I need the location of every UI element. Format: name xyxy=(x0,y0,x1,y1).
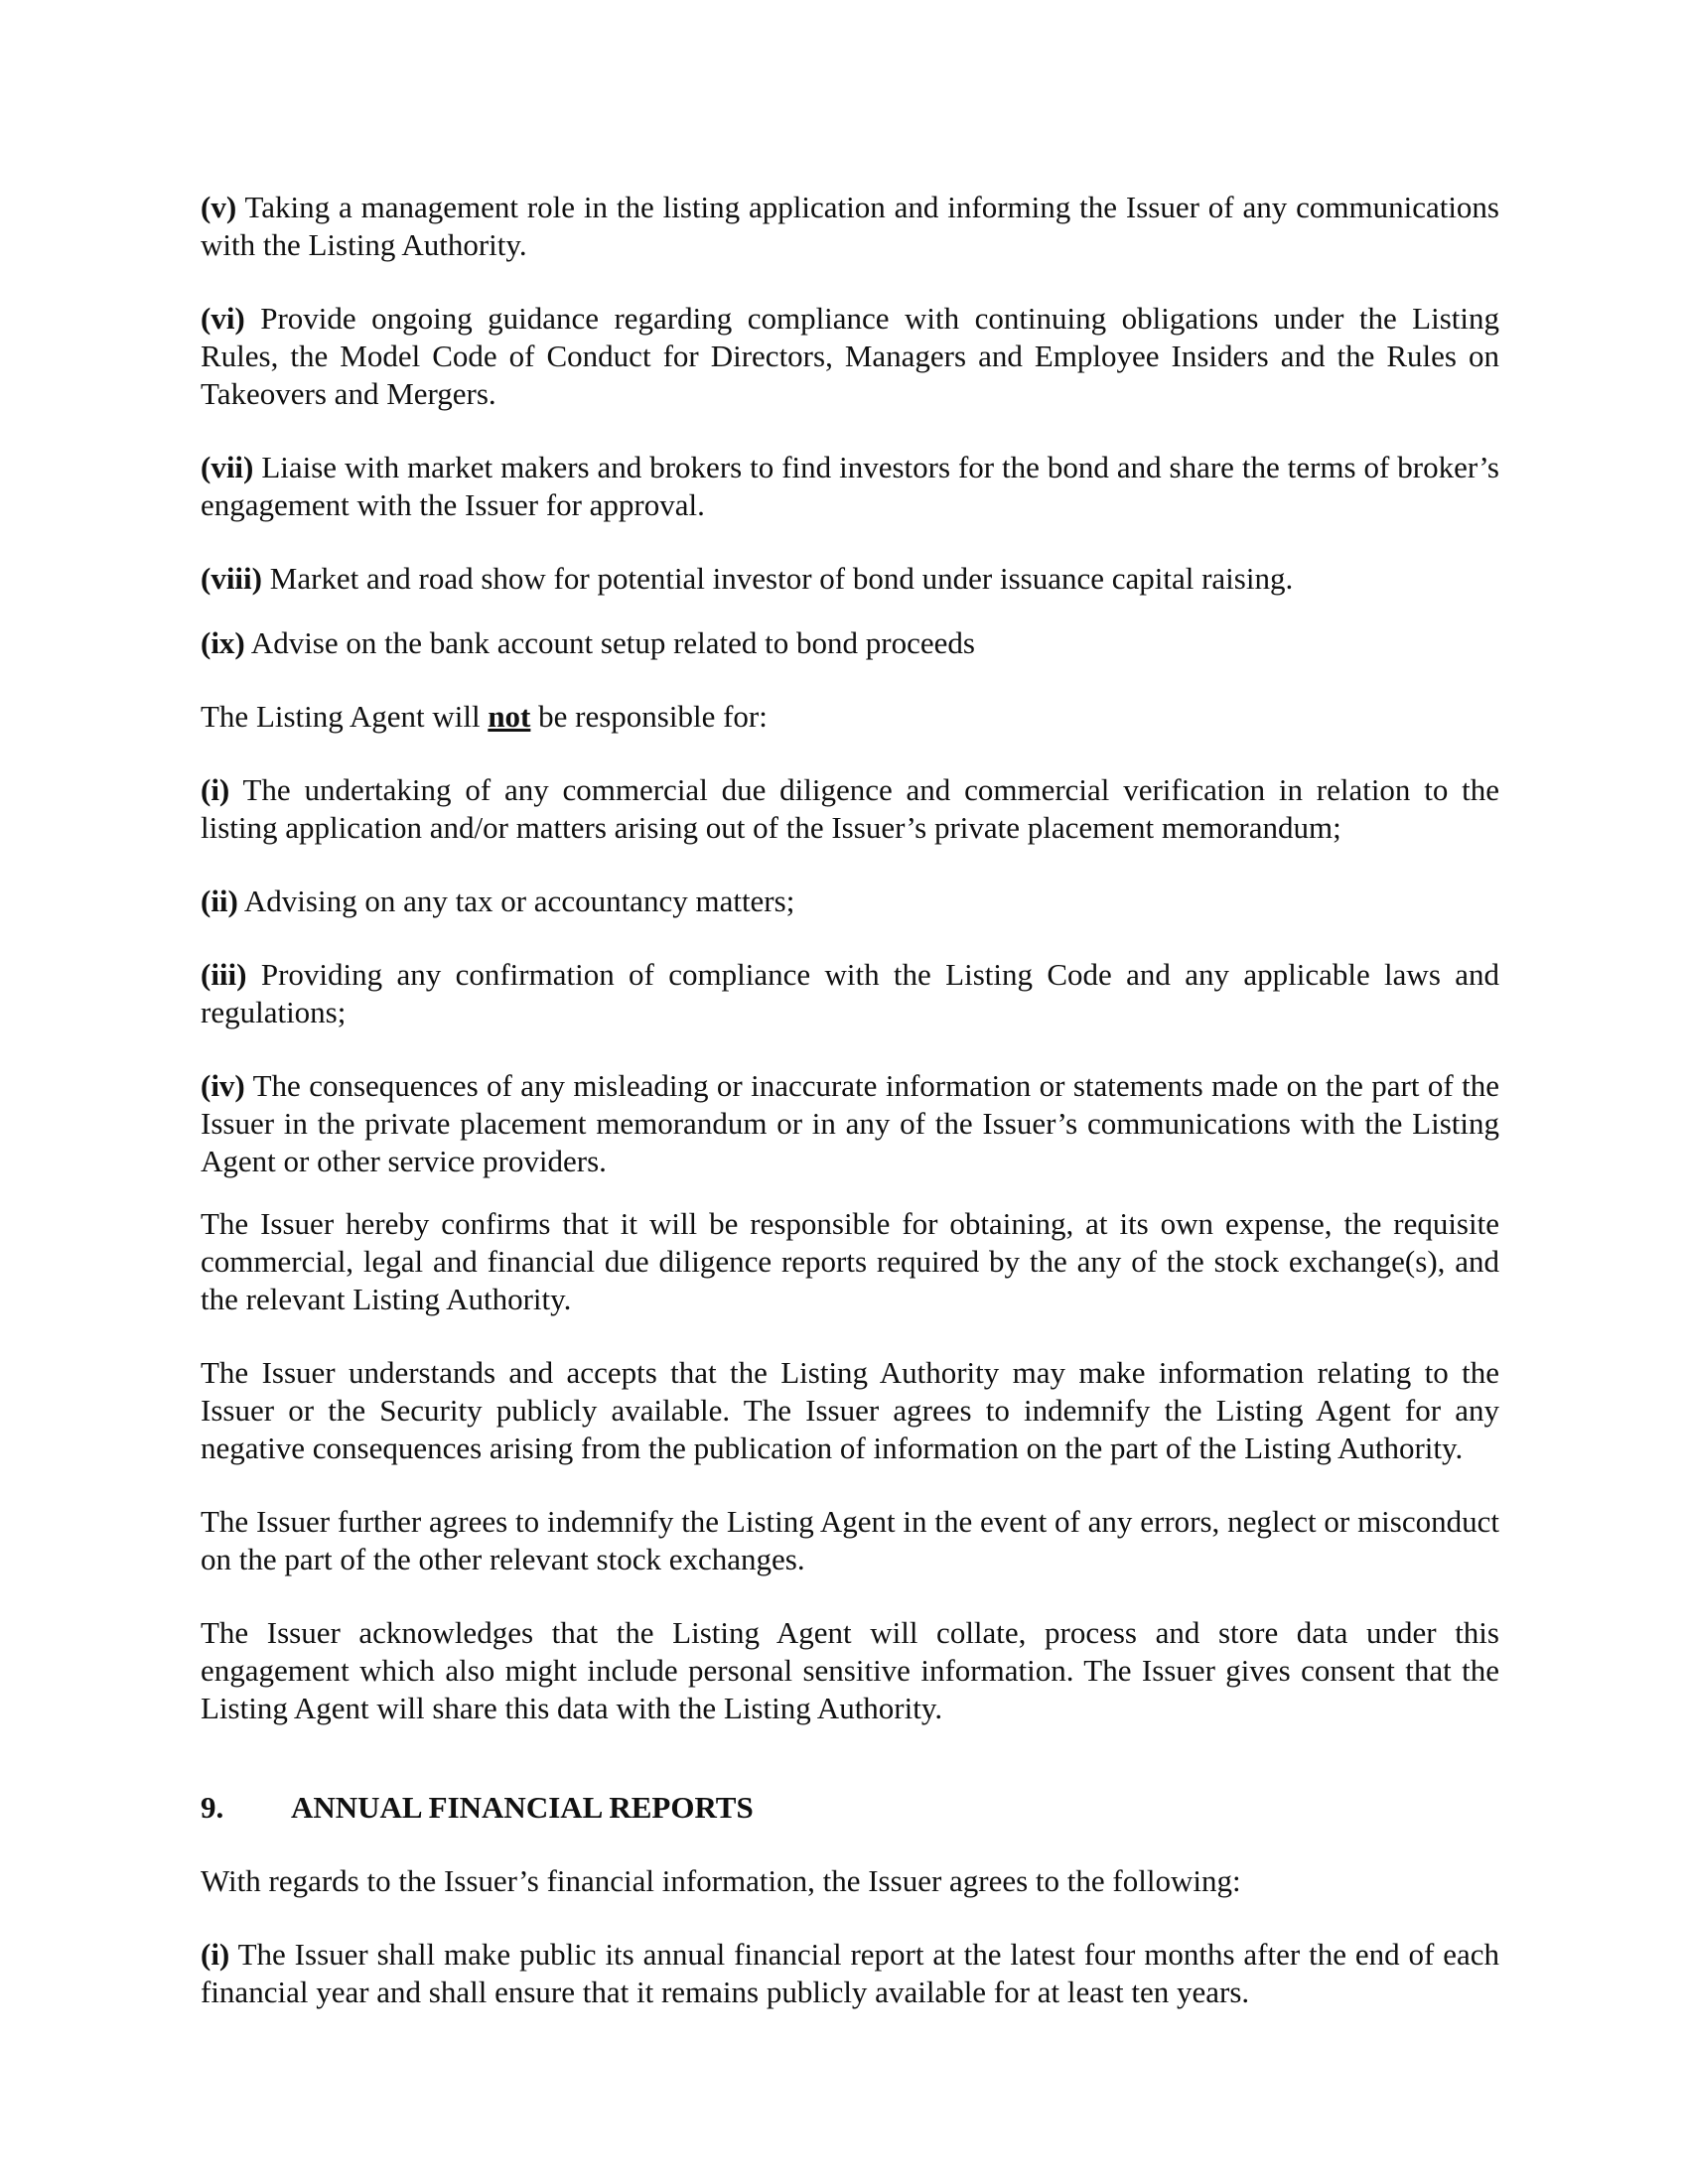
emphasis-not: not xyxy=(488,699,531,734)
exclusion-ii xyxy=(201,883,1499,920)
issuer-further-paragraph: The Issuer further agrees to indemnify the Listing Agent in the event of any errors, neglect or misconduct on the part of the other relevant stock exchanges. xyxy=(201,1504,1499,1576)
section-title: ANNUAL FINANCIAL REPORTS xyxy=(291,1790,754,1825)
section-clause-i xyxy=(201,1936,1499,2011)
clause-label: (ii) xyxy=(201,884,238,918)
clause-text: Liaise with market makers and brokers to find investors for the bond and share the terms of broker’s engagement with the Issuer for approval. xyxy=(201,450,1499,522)
clause-label: (vii) xyxy=(201,450,254,484)
clause-label: (v) xyxy=(201,190,237,224)
clause-text: Providing any confirmation of compliance with the Listing Code and any applicable laws and regulations; xyxy=(201,957,1499,1029)
clause-vi xyxy=(201,300,1499,413)
clause-vii xyxy=(201,449,1499,524)
document-page xyxy=(201,189,1499,2011)
clause-text: Advise on the bank account setup related to bond proceeds xyxy=(244,625,975,660)
section-heading xyxy=(201,1789,1499,1827)
issuer-confirms-paragraph: The Issuer hereby confirms that it will be responsible for obtaining, at its own expense, the requisite commercial, legal and financial due diligence reports required by the any of the stock exchange(s), and the relevant Listing Authority. xyxy=(201,1206,1499,1316)
clause-text: Market and road show for potential investor of bond under issuance capital raising. xyxy=(262,561,1294,596)
clause-viii xyxy=(201,560,1499,598)
exclusion-iii xyxy=(201,956,1499,1031)
clause-text: The undertaking of any commercial due diligence and commercial verification in relation to the listing application and/or matters arising out of the Issuer’s private placement memorandum; xyxy=(201,772,1499,845)
clause-label: (vi) xyxy=(201,301,245,336)
section-number: 9. xyxy=(201,1790,224,1825)
intro-before: The Listing Agent will xyxy=(201,699,489,734)
section-intro: With regards to the Issuer’s financial information, the Issuer agrees to the following: xyxy=(201,1863,1241,1898)
clause-text: Advising on any tax or accountancy matters; xyxy=(237,884,795,918)
issuer-acknowledges-paragraph: The Issuer acknowledges that the Listing Agent will collate, process and store data under this engagement which also might include personal sensitive information. The Issuer gives consent that the Listing Agent will share this data with the Listing Authority. xyxy=(201,1615,1499,1725)
clause-ix xyxy=(201,624,1499,662)
issuer-understands-paragraph: The Issuer understands and accepts that the Listing Authority may make information relating to the Issuer or the Security publicly available. The Issuer agrees to indemnify the Listing Agent for any negative consequences arising from the publication of information on the part of the Listing Authority. xyxy=(201,1355,1499,1465)
clause-text: The consequences of any misleading or inaccurate information or statements made on the part of the Issuer in the private placement memorandum or in any of the Issuer’s communications with the Listing Agent or other service providers. xyxy=(201,1068,1499,1178)
clause-label: (i) xyxy=(201,1937,230,1972)
clause-label: (viii) xyxy=(201,561,262,596)
not-responsible-intro xyxy=(201,698,1499,736)
clause-v xyxy=(201,189,1499,264)
clause-text: The Issuer shall make public its annual financial report at the latest four months after the end of each financial year and shall ensure that it remains publicly available for at least ten years. xyxy=(201,1937,1499,2009)
clause-label: (iii) xyxy=(201,957,247,992)
clause-text: Provide ongoing guidance regarding compliance with continuing obligations under the Listing Rules, the Model Code of Conduct for Directors, Managers and Employee Insiders and the Rules on Takeovers and Mergers. xyxy=(201,301,1499,411)
clause-label: (ix) xyxy=(201,625,245,660)
clause-text: Taking a management role in the listing application and informing the Issuer of any communications with the Listing Authority. xyxy=(201,190,1499,262)
clause-label: (i) xyxy=(201,772,230,807)
exclusion-iv xyxy=(201,1067,1499,1180)
intro-after: be responsible for: xyxy=(530,699,768,734)
exclusion-i xyxy=(201,771,1499,847)
clause-label: (iv) xyxy=(201,1068,245,1103)
